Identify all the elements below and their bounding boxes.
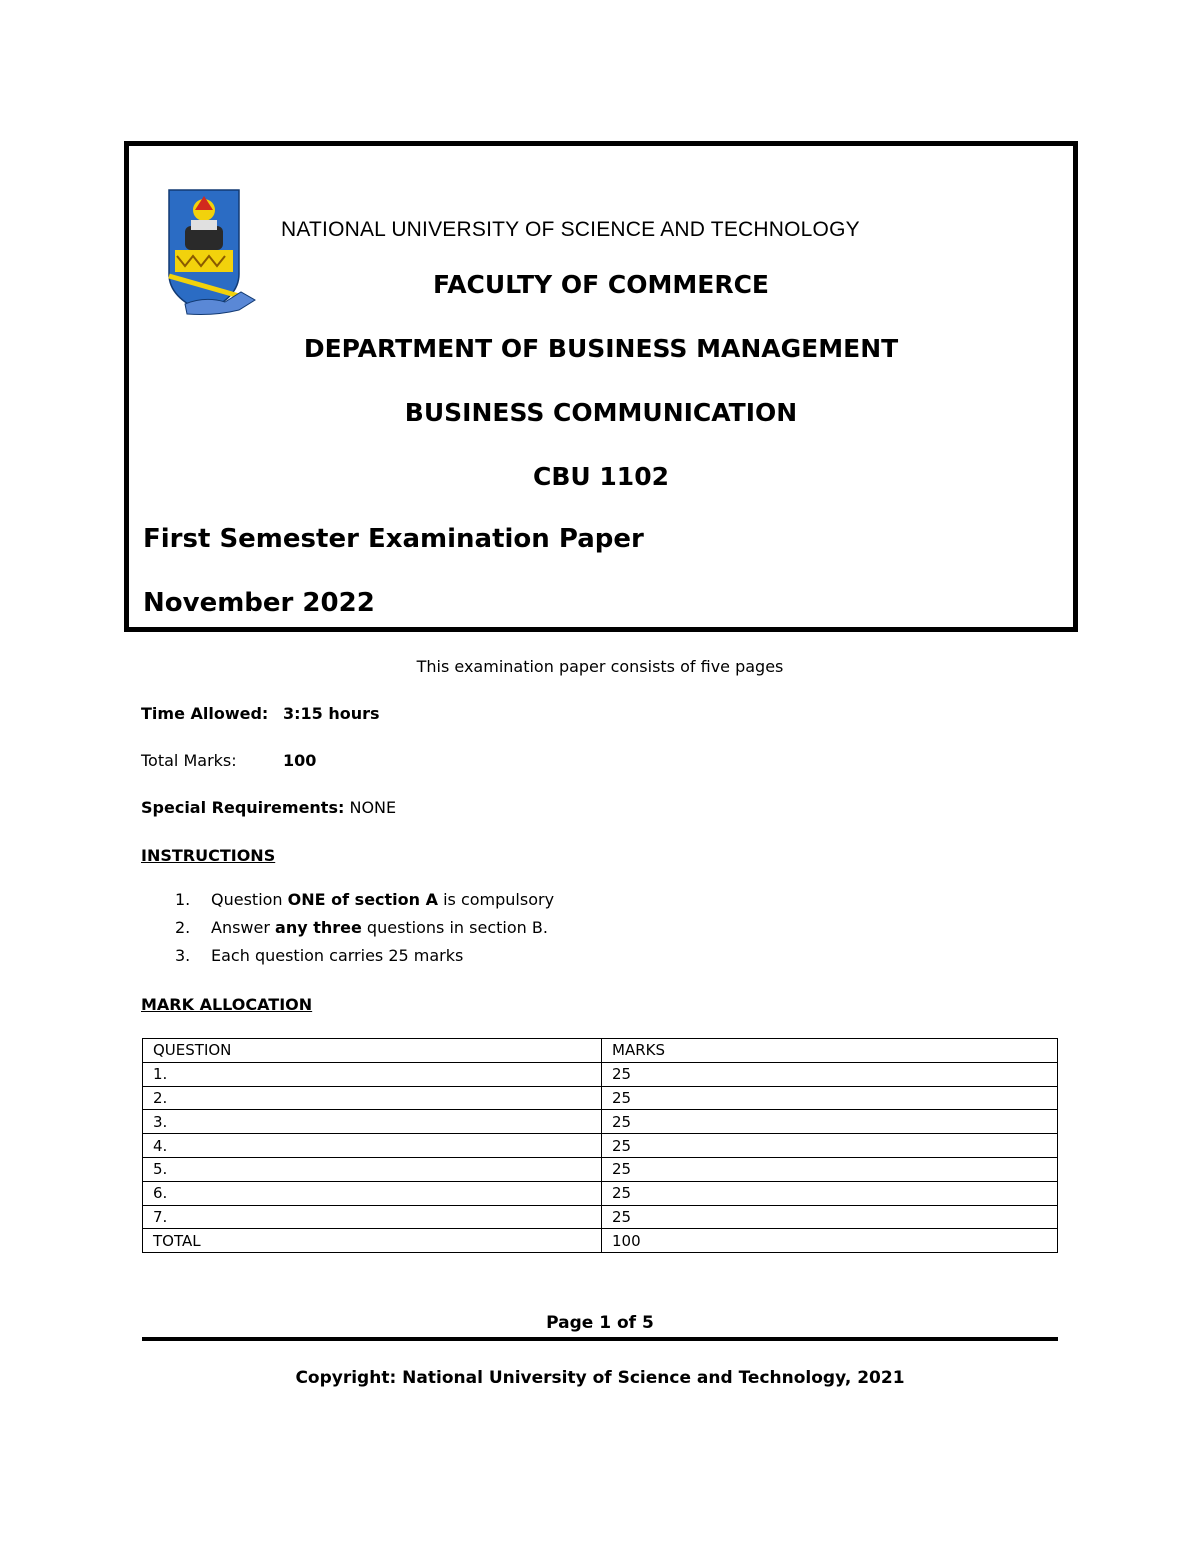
- column-header-question: QUESTION: [143, 1039, 602, 1063]
- table-row: 7. 25: [143, 1205, 1058, 1229]
- footer-divider: [142, 1337, 1058, 1341]
- special-requirements-value: NONE: [349, 798, 397, 817]
- course-title: BUSINESS COMMUNICATION: [404, 398, 798, 427]
- table-total-row: TOTAL 100: [143, 1229, 1058, 1253]
- exam-date: November 2022: [143, 588, 375, 618]
- university-crest-icon: [165, 188, 260, 324]
- time-allowed-label: Time Allowed:: [141, 704, 269, 723]
- mark-allocation-heading: MARK ALLOCATION: [141, 995, 313, 1014]
- instructions-heading: INSTRUCTIONS: [141, 846, 276, 865]
- university-name: NATIONAL UNIVERSITY OF SCIENCE AND TECHNOLOGY: [281, 218, 860, 241]
- page-count-note: This examination paper consists of five pages: [416, 657, 784, 676]
- table-header-row: [143, 1039, 1058, 1063]
- department-name: DEPARTMENT OF BUSINESS MANAGEMENT: [303, 334, 899, 363]
- page-number: Page 1 of 5: [546, 1313, 654, 1333]
- instruction-item: 3. Each question carries 25 marks: [175, 946, 464, 965]
- special-requirements-label: Special Requirements:: [141, 798, 345, 817]
- instruction-item: 1. Question ONE of section A is compulsory: [175, 890, 555, 909]
- mark-allocation-table: [142, 1038, 1058, 1253]
- table-row: 1. 25: [143, 1062, 1058, 1086]
- column-header-marks: MARKS: [602, 1039, 1058, 1063]
- special-requirements: [141, 798, 396, 817]
- total-marks-label: Total Marks:: [141, 751, 237, 770]
- total-marks: [141, 751, 317, 770]
- total-marks-value: 100: [283, 751, 317, 770]
- copyright-notice: Copyright: National University of Science and Technology, 2021: [295, 1368, 905, 1388]
- table-row: 2. 25: [143, 1086, 1058, 1110]
- table-row: 5. 25: [143, 1157, 1058, 1181]
- time-allowed: [141, 704, 380, 723]
- table-row: 3. 25: [143, 1110, 1058, 1134]
- time-allowed-value: 3:15 hours: [283, 704, 380, 723]
- table-row: 4. 25: [143, 1134, 1058, 1158]
- exam-header-box: [124, 141, 1078, 632]
- instructions-list: [141, 890, 554, 974]
- faculty-name: FACULTY OF COMMERCE: [433, 270, 769, 299]
- instruction-item: 2. Answer any three questions in section B.: [175, 918, 548, 937]
- table-row: 6. 25: [143, 1181, 1058, 1205]
- course-code: CBU 1102: [533, 462, 669, 491]
- exam-semester: First Semester Examination Paper: [143, 524, 644, 554]
